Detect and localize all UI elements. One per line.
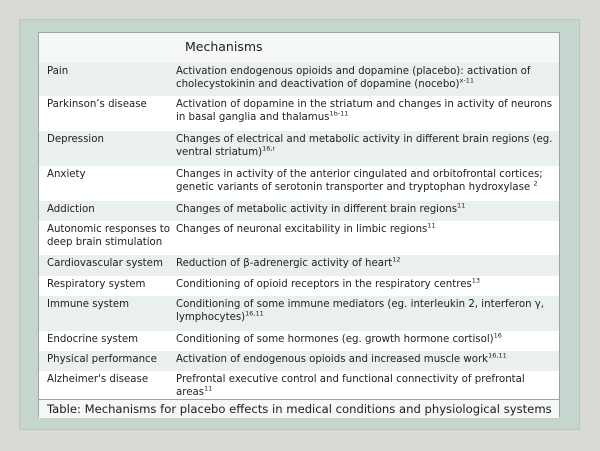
table-row (39, 96, 559, 131)
mechanism-cell: Activation endogenous opioids and dopamine (placebo): activation of cholecystokinin and deactivation of dopamine (nocebo)$^{x-11}$ (176, 66, 531, 90)
table-row (39, 201, 559, 221)
condition-cell: Addiction (47, 204, 95, 215)
condition-cell: Respiratory system (47, 279, 146, 290)
mechanism-cell: Conditioning of some immune mediators (eg. interleukin 2, interferon γ, lymphocytes)$^{16,11}$ (176, 299, 545, 323)
mechanism-cell: Changes in activity of the anterior cingulated and orbitofrontal cortices; genetic variants of serotonin transporter and tryptophan hydroxylase $^2$ (176, 169, 543, 193)
mechanism-cell: Changes of neuronal excitability in limbic regions$^{11}$ (176, 221, 436, 235)
condition-cell: Pain (47, 66, 69, 77)
table-row (39, 351, 559, 371)
caption-text: Table: Mechanisms for placebo effects in medical conditions and physiological systems (47, 402, 552, 416)
table-row (39, 63, 559, 96)
mechanism-cell: Conditioning of some hormones (eg. growth hormone cortisol)$^{16}$ (176, 331, 502, 345)
table-row (39, 371, 559, 399)
condition-cell: Anxiety (47, 169, 86, 180)
table-row (39, 131, 559, 166)
mechanism-cell: Prefrontal executive control and functional connectivity of prefrontal areas$^{11}$ (176, 374, 525, 398)
table-row (39, 296, 559, 331)
condition-cell: Parkinson’s disease (47, 99, 147, 110)
mechanism-cell: Reduction of β-adrenergic activity of heart$^{12}$ (176, 255, 401, 269)
mechanism-cell: Activation of endogenous opioids and increased muscle work$^{16,11}$ (176, 351, 507, 365)
table-caption (39, 399, 559, 418)
mechanism-cell: Changes of electrical and metabolic activity in different brain regions (eg. ventral striatum)$^{16,r}$ (176, 134, 553, 158)
condition-cell: Cardiovascular system (47, 258, 163, 269)
condition-cell: Depression (47, 134, 104, 145)
table-header (39, 33, 559, 63)
condition-cell: Immune system (47, 299, 130, 310)
table-row (39, 276, 559, 296)
mechanisms-table (38, 32, 560, 417)
table-row (39, 255, 559, 276)
condition-cell: Physical performance (47, 354, 157, 365)
mechanism-cell: Activation of dopamine in the striatum and changes in activity of neurons in basal ganglia and thalamus$^{1b-11}$ (176, 99, 553, 123)
condition-cell: Autonomic responses to deep brain stimulation (47, 224, 170, 248)
table-row (39, 166, 559, 201)
condition-cell: Alzheimer's disease (47, 374, 149, 385)
condition-cell: Endocrine system (47, 334, 139, 345)
table-row (39, 221, 559, 255)
mechanism-cell: Changes of metabolic activity in different brain regions$^{11}$ (176, 201, 466, 215)
column-header-mechanisms: Mechanisms (185, 39, 263, 54)
mechanism-cell: Conditioning of opioid receptors in the respiratory centres$^{13}$ (176, 276, 481, 290)
table-row (39, 331, 559, 351)
